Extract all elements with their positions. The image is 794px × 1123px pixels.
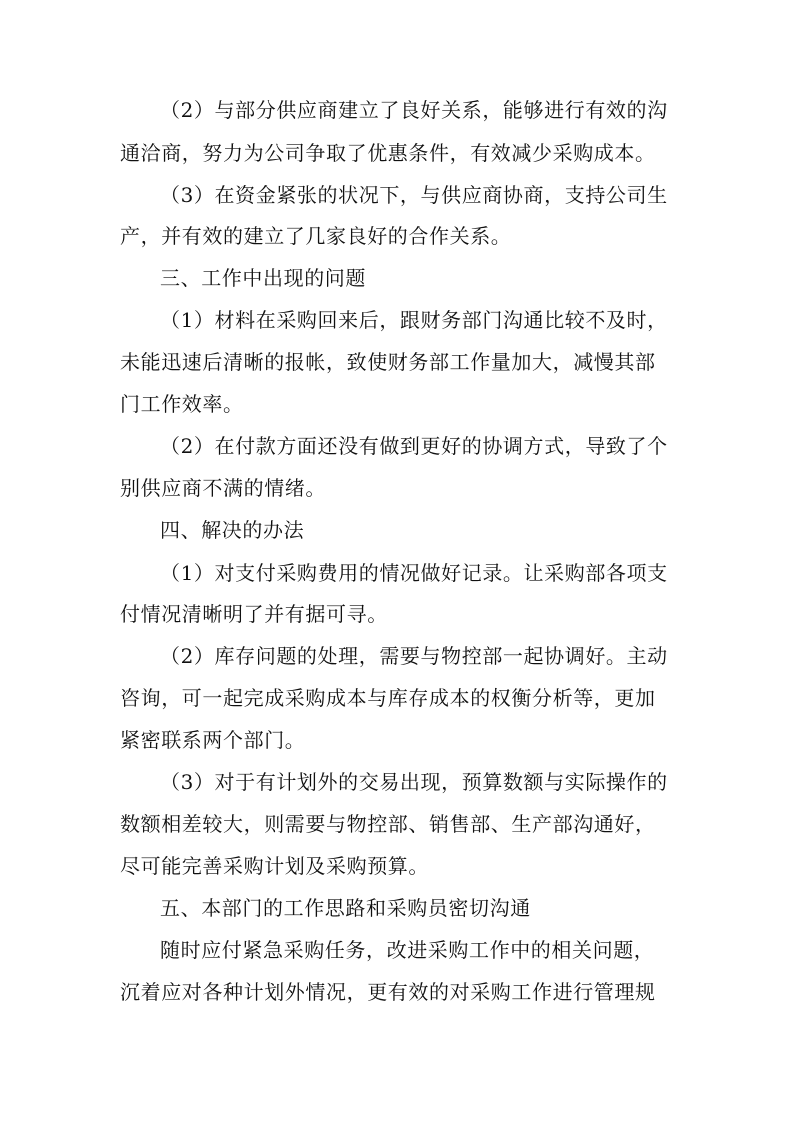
paragraph-line: 门工作效率。	[120, 392, 244, 416]
paragraph-line: 未能迅速后清晰的报帐，致使财务部工作量加大，减慢其部	[120, 350, 656, 374]
paragraph-line: 数额相差较大，则需要与物控部、销售部、生产部沟通好，	[120, 812, 656, 836]
paragraph-line: 付情况清晰明了并有据可寻。	[120, 602, 388, 626]
paragraph-line: （3）对于有计划外的交易出现，预算数额与实际操作的	[160, 770, 668, 794]
paragraph-line: （1）对支付采购费用的情况做好记录。让采购部各项支	[160, 561, 668, 585]
paragraph-line: 紧密联系两个部门。	[120, 728, 306, 752]
paragraph-line: 通洽商，努力为公司争取了优惠条件，有效减少采购成本。	[120, 141, 656, 165]
paragraph-line: 咨询，可一起完成采购成本与库存成本的权衡分析等，更加	[120, 686, 656, 710]
paragraph-line: 产，并有效的建立了几家良好的合作关系。	[120, 224, 512, 248]
paragraph-line: （2）库存问题的处理，需要与物控部一起协调好。主动	[160, 644, 668, 668]
section-heading: 三、工作中出现的问题	[160, 266, 366, 290]
section-heading: 四、解决的办法	[160, 518, 305, 542]
paragraph-line: 别供应商不满的情绪。	[120, 476, 326, 500]
paragraph-line: （2）与部分供应商建立了良好关系，能够进行有效的沟	[160, 98, 668, 122]
paragraph-line: （1）材料在采购回来后，跟财务部门沟通比较不及时，	[160, 308, 668, 332]
section-heading: 五、本部门的工作思路和采购员密切沟通	[160, 896, 531, 920]
paragraph-line: （2）在付款方面还没有做到更好的协调方式，导致了个	[160, 434, 668, 458]
paragraph-line: 随时应付紧急采购任务，改进采购工作中的相关问题，	[160, 938, 655, 962]
paragraph-line: 沉着应对各种计划外情况，更有效的对采购工作进行管理规	[120, 980, 656, 1004]
paragraph-line: （3）在资金紧张的状况下，与供应商协商，支持公司生	[160, 183, 668, 207]
paragraph-line: 尽可能完善采购计划及采购预算。	[120, 854, 429, 878]
